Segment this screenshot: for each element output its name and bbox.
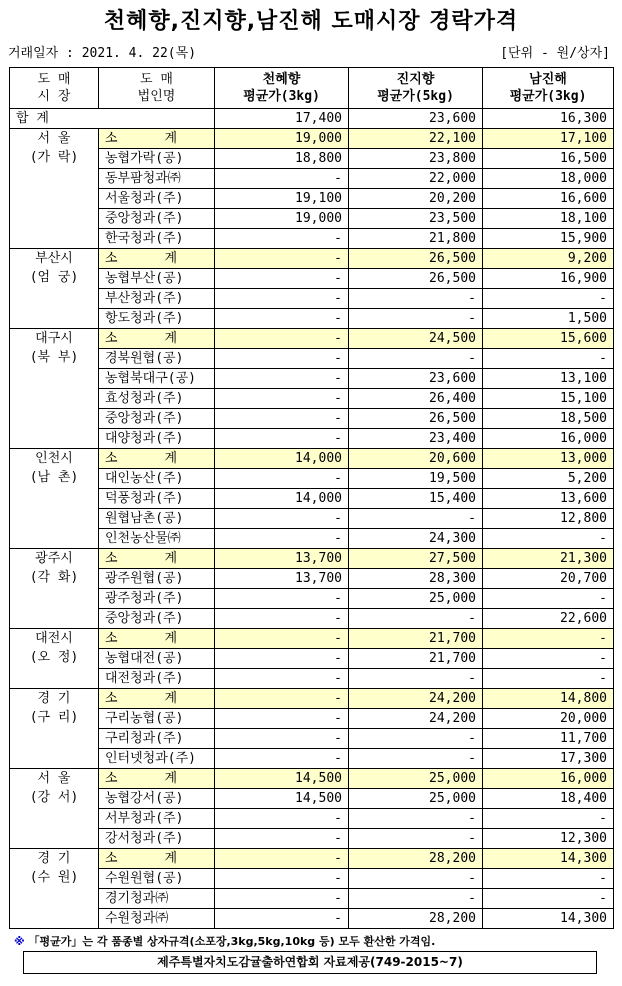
price-cell-1: - [215,589,349,609]
price-cell-3: - [483,529,614,549]
subtotal-row [10,849,614,869]
price-cell-3: 14,800 [483,689,614,709]
price-cell-1: - [215,689,349,709]
price-cell-1: 14,500 [215,789,349,809]
price-cell-3: - [483,629,614,649]
price-cell-3: 14,300 [483,849,614,869]
corp-name: 강서청과(주) [99,829,215,849]
price-cell-1: 14,000 [215,449,349,469]
price-cell-2: - [349,809,483,829]
header-namjinhae [483,68,614,109]
corp-name: 농협대전(공) [99,649,215,669]
corp-name: 경북원협(공) [99,349,215,369]
table-row [10,189,614,209]
price-cell-1: - [215,649,349,669]
total-value-1: 17,400 [215,109,349,129]
corp-name: 항도청과(주) [99,309,215,329]
subtotal-label: 소 계 [99,689,215,709]
market-name: 부산시 (엄 궁) [10,249,99,329]
price-cell-1: - [215,249,349,269]
subtotal-label: 소 계 [99,449,215,469]
corp-name: 광주청과(주) [99,589,215,609]
market-name: 경 기 (구 리) [10,689,99,769]
table-row [10,589,614,609]
price-cell-3: 17,300 [483,749,614,769]
table-row [10,529,614,549]
price-cell-2: 24,200 [349,709,483,729]
subtotal-label: 소 계 [99,249,215,269]
unit-label: [단위 - 원/상자] [500,46,610,61]
price-cell-1: 14,000 [215,489,349,509]
market-name: 대구시 (북 부) [10,329,99,449]
market-name: 인천시 (남 촌) [10,449,99,549]
corp-name: 농협강서(공) [99,789,215,809]
price-cell-3: - [483,889,614,909]
price-cell-2: 24,300 [349,529,483,549]
price-cell-3: 13,000 [483,449,614,469]
price-cell-1: - [215,329,349,349]
price-cell-3: 13,600 [483,489,614,509]
subtotal-label: 소 계 [99,629,215,649]
price-cell-1: 13,700 [215,549,349,569]
table-row [10,289,614,309]
table-row [10,149,614,169]
price-cell-2: 25,000 [349,769,483,789]
price-cell-2: 22,100 [349,129,483,149]
table-row [10,389,614,409]
price-cell-2: 26,500 [349,249,483,269]
table-row [10,649,614,669]
table-row [10,469,614,489]
price-cell-3: 14,300 [483,909,614,929]
price-cell-2: 24,500 [349,329,483,349]
price-cell-3: - [483,869,614,889]
price-cell-1: - [215,349,349,369]
corp-name: 덕풍청과(주) [99,489,215,509]
corp-name: 농협북대구(공) [99,369,215,389]
price-cell-2: - [349,289,483,309]
price-cell-2: - [349,869,483,889]
price-cell-3: - [483,649,614,669]
corp-name: 중앙청과(주) [99,209,215,229]
corp-name: 인터넷청과(주) [99,749,215,769]
price-cell-3: 15,600 [483,329,614,349]
table-row [10,369,614,389]
table-row [10,609,614,629]
price-cell-3: 20,000 [483,709,614,729]
price-cell-3: 16,500 [483,149,614,169]
price-cell-1: 14,500 [215,769,349,789]
market-name: 서 울 (가 락) [10,129,99,249]
price-cell-2: 19,500 [349,469,483,489]
table-row [10,889,614,909]
price-cell-3: 16,600 [483,189,614,209]
corp-name: 농협가락(공) [99,149,215,169]
header-col3-text: 남진해 평균가(3kg) [509,72,587,104]
price-cell-2: 26,500 [349,409,483,429]
note-mark: ※ [14,935,25,948]
price-cell-2: 20,200 [349,189,483,209]
corp-name: 대전청과(주) [99,669,215,689]
price-cell-3: 18,100 [483,209,614,229]
price-cell-3: 12,800 [483,509,614,529]
price-cell-3: 15,100 [483,389,614,409]
subtotal-label: 소 계 [99,329,215,349]
price-cell-3: 16,000 [483,769,614,789]
price-cell-1: - [215,309,349,329]
corp-name: 광주원협(공) [99,569,215,589]
corp-name: 수원청과㈜ [99,909,215,929]
corp-name: 서부청과(주) [99,809,215,829]
price-cell-1: - [215,609,349,629]
market-name: 서 울 (강 서) [10,769,99,849]
corp-name: 수원원협(공) [99,869,215,889]
price-cell-3: 21,300 [483,549,614,569]
price-cell-2: 25,000 [349,589,483,609]
header-col2-text: 진지향 평균가(5kg) [377,72,454,104]
subtotal-row [10,549,614,569]
source-box: 제주특별자치도감귤출하연합회 자료제공(749-2015~7) [23,951,597,974]
price-cell-2: - [349,829,483,849]
table-row [10,569,614,589]
table-row [10,749,614,769]
corp-name: 효성청과(주) [99,389,215,409]
table-row [10,209,614,229]
table-row [10,309,614,329]
table-row [10,669,614,689]
price-cell-3: 18,500 [483,409,614,429]
price-cell-3: 1,500 [483,309,614,329]
total-row [10,109,614,129]
corp-name: 경기청과㈜ [99,889,215,909]
price-cell-2: 22,000 [349,169,483,189]
price-cell-3: 13,100 [483,369,614,389]
price-cell-2: 24,200 [349,689,483,709]
corp-name: 구리농협(공) [99,709,215,729]
table-row [10,169,614,189]
footnote [14,933,435,949]
header-col1-text: 천혜향 평균가(3kg) [243,72,320,104]
table-row [10,789,614,809]
price-cell-3: 15,900 [483,229,614,249]
table-row [10,829,614,849]
corp-name: 부산청과(주) [99,289,215,309]
price-cell-1: - [215,169,349,189]
header-market-text: 도 매 시 장 [37,72,71,104]
price-cell-3: 9,200 [483,249,614,269]
corp-name: 원협남촌(공) [99,509,215,529]
table-row [10,429,614,449]
price-cell-3: - [483,809,614,829]
corp-name: 대양청과(주) [99,429,215,449]
corp-name: 대인농산(주) [99,469,215,489]
total-label: 합 계 [10,109,215,129]
price-cell-2: - [349,509,483,529]
price-cell-2: 21,700 [349,629,483,649]
price-cell-1: - [215,389,349,409]
price-cell-3: 11,700 [483,729,614,749]
price-cell-1: - [215,229,349,249]
price-cell-2: 27,500 [349,549,483,569]
price-cell-2: - [349,729,483,749]
price-cell-1: 19,000 [215,209,349,229]
price-cell-1: - [215,529,349,549]
price-cell-1: 18,800 [215,149,349,169]
header-cheonhyehyang [215,68,349,109]
price-cell-2: 28,300 [349,569,483,589]
table-row [10,349,614,369]
header-corp [99,68,215,109]
price-cell-1: - [215,869,349,889]
price-cell-2: 26,500 [349,269,483,289]
price-cell-3: - [483,289,614,309]
price-cell-2: 20,600 [349,449,483,469]
price-cell-1: - [215,809,349,829]
corp-name: 인천농산물㈜ [99,529,215,549]
price-cell-3: 18,400 [483,789,614,809]
subtotal-row [10,449,614,469]
subtotal-label: 소 계 [99,549,215,569]
table-row [10,869,614,889]
price-cell-2: - [349,889,483,909]
price-cell-3: - [483,349,614,369]
table-row [10,269,614,289]
corp-name: 중앙청과(주) [99,609,215,629]
price-cell-2: - [349,309,483,329]
total-value-2: 23,600 [349,109,483,129]
price-cell-1: - [215,889,349,909]
total-value-3: 16,300 [483,109,614,129]
table-row [10,509,614,529]
trade-date: 거래일자 : 2021. 4. 22(목) [8,46,197,61]
price-cell-2: 25,000 [349,789,483,809]
price-cell-1: - [215,709,349,729]
price-cell-1: - [215,409,349,429]
price-cell-3: 18,000 [483,169,614,189]
note-text: 「평균가」는 각 품종별 상자규격(소포장,3kg,5kg,10kg 등) 모두 환산한 가격임. [28,935,436,948]
price-cell-3: 20,700 [483,569,614,589]
price-cell-3: 22,600 [483,609,614,629]
price-cell-2: 23,600 [349,369,483,389]
price-cell-2: 21,800 [349,229,483,249]
price-cell-2: 15,400 [349,489,483,509]
price-cell-3: - [483,669,614,689]
table-row [10,709,614,729]
price-cell-3: 16,900 [483,269,614,289]
price-cell-1: - [215,269,349,289]
price-cell-2: 23,500 [349,209,483,229]
price-cell-3: 17,100 [483,129,614,149]
price-cell-1: - [215,669,349,689]
price-cell-1: - [215,829,349,849]
table-row [10,229,614,249]
price-table [9,67,614,929]
market-name: 경 기 (수 원) [10,849,99,929]
subtotal-row [10,249,614,269]
price-cell-2: - [349,669,483,689]
table-row [10,729,614,749]
header-market [10,68,99,109]
subtotal-label: 소 계 [99,769,215,789]
price-cell-1: - [215,729,349,749]
price-cell-2: 21,700 [349,649,483,669]
price-cell-3: - [483,589,614,609]
subtotal-label: 소 계 [99,849,215,869]
price-cell-2: 26,400 [349,389,483,409]
header-jinjihyang [349,68,483,109]
price-cell-2: 28,200 [349,849,483,869]
market-name: 광주시 (각 화) [10,549,99,629]
price-cell-3: 5,200 [483,469,614,489]
price-cell-2: 23,800 [349,149,483,169]
corp-name: 중앙청과(주) [99,409,215,429]
subtotal-row [10,689,614,709]
price-cell-1: - [215,749,349,769]
corp-name: 서울청과(주) [99,189,215,209]
subtotal-row [10,629,614,649]
corp-name: 한국청과(주) [99,229,215,249]
price-cell-1: 13,700 [215,569,349,589]
header-corp-text: 도 매 법인명 [137,72,176,104]
corp-name: 동부팜청과㈜ [99,169,215,189]
table-row [10,809,614,829]
page-title: 천혜향,진지향,남진해 도매시장 경락가격 [103,9,519,34]
subtotal-label: 소 계 [99,129,215,149]
price-cell-1: - [215,629,349,649]
price-cell-2: 28,200 [349,909,483,929]
price-cell-2: 23,400 [349,429,483,449]
price-cell-1: 19,000 [215,129,349,149]
price-cell-1: 19,100 [215,189,349,209]
subtotal-row [10,129,614,149]
table-row [10,909,614,929]
price-cell-1: - [215,369,349,389]
subtotal-row [10,329,614,349]
price-cell-1: - [215,509,349,529]
corp-name: 농협부산(공) [99,269,215,289]
table-header-row [10,68,614,109]
price-cell-3: 12,300 [483,829,614,849]
table-row [10,489,614,509]
price-cell-2: - [349,349,483,369]
table-row [10,409,614,429]
price-cell-3: 16,000 [483,429,614,449]
subtotal-row [10,769,614,789]
price-cell-1: - [215,909,349,929]
price-cell-1: - [215,289,349,309]
price-cell-1: - [215,849,349,869]
price-cell-2: - [349,609,483,629]
price-cell-1: - [215,469,349,489]
price-cell-2: - [349,749,483,769]
price-cell-1: - [215,429,349,449]
market-name: 대전시 (오 정) [10,629,99,689]
corp-name: 구리청과(주) [99,729,215,749]
